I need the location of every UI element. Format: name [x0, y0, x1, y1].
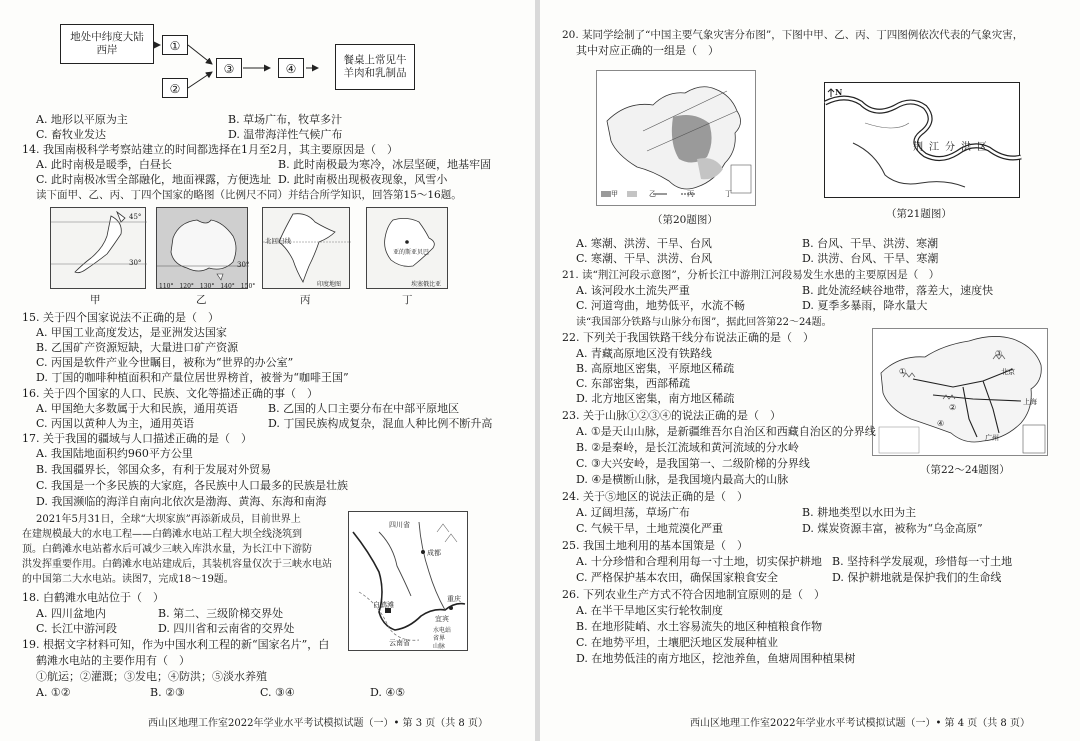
map-railways [872, 328, 1048, 456]
q23-option-b: B. ②是秦岭，是长江流域和黄河流域的分水岭 [576, 441, 799, 454]
map-baihetan-yibin: 宜宾 [435, 615, 449, 623]
flow-node-1: ① [162, 35, 188, 55]
q16-option-d: D. 丁国民族构成复杂，混血人种比例不断升高 [268, 417, 493, 430]
q24-option-a: A. 辽阔坦荡，草场广布 [576, 506, 690, 519]
q26-option-a: A. 在半干旱地区实行轮牧制度 [576, 604, 723, 617]
intro-22-24: 读“我国部分铁路与山脉分布图”，据此回答第22～24题。 [576, 317, 832, 328]
q21-option-b: B. 此处流经峡谷地带，落差大，速度快 [802, 284, 994, 297]
q22-option-b: B. 高原地区密集，平原地区稀疏 [576, 362, 735, 375]
q22-option-a: A. 青藏高原地区没有铁路线 [576, 347, 712, 360]
q14-stem: 14. 我国南极科学考察站建立的时间都选择在1月至2月，其主要原因是（ ） [22, 143, 398, 156]
q21-figure-caption: （第21题图） [886, 208, 952, 220]
q24-option-d: D. 煤炭资源丰富，被称为“乌金高原” [802, 522, 983, 535]
q17-stem: 17. 关于我国的疆域与人口描述正确的是（ ） [22, 432, 252, 445]
map-railways-beijing: 北京 [1001, 368, 1015, 376]
q19-option-b: B. ②③ [150, 686, 185, 699]
map-weather-legend: 甲 乙 丙 丁 [611, 190, 744, 198]
q24-option-c: C. 气候干旱，土地荒漠化严重 [576, 522, 724, 535]
map-ding-ethiopia [366, 207, 448, 289]
q14-option-d: D. 此时南极出现极夜现象，风雪小 [278, 173, 448, 186]
q23-option-c: C. ③大兴安岭，是我国第一、二级阶梯的分界线 [576, 457, 810, 470]
map-jia-japan [50, 207, 146, 289]
q16-option-a: A. 甲国绝大多数属于大和民族，通用英语 [36, 402, 238, 415]
map-yi-lat30: 30° [237, 261, 250, 269]
map-label-yi: 乙 [196, 294, 207, 306]
q21-option-a: A. 该河段水土流失严重 [576, 284, 690, 297]
map-baihetan-chongqing: 重庆 [447, 595, 461, 603]
q15-option-d: D. 丁国的咖啡种植面积和产量位居世界榜首，被誉为“咖啡王国” [36, 371, 349, 384]
q25-option-d: D. 保护耕地就是保护我们的生命线 [832, 571, 1002, 584]
q13-option-c: C. 畜牧业发达 [36, 128, 107, 141]
map-jia-lat45: 45° [129, 213, 142, 221]
q13-option-b: B. 草场广布，牧草多汁 [228, 113, 343, 126]
intro-18-19-line3: 顶。白鹤滩水电站蓄水后可减少三峡入库洪水量，为长江中下游防 [22, 544, 312, 555]
intro-18-19-line5: 的中国第二大水电站。读图7，完成18～19题。 [22, 574, 234, 585]
map-railways-mark-4: ④ [937, 419, 945, 428]
q18-option-c: C. 长江中游河段 [36, 622, 118, 635]
q17-option-c: C. 我国是一个多民族的大家庭，各民族中人口最多的民族是壮族 [36, 479, 349, 492]
q19-stem-line2: 鹤滩水电站的主要作用有（ ） [36, 654, 190, 667]
q18-stem: 18. 白鹤滩水电站位于（ ） [22, 591, 164, 604]
q22-24-figure-caption: （第22～24题图） [920, 464, 1010, 476]
map-yi-lon-labels: 110° 120° 130° 140° 150° [159, 283, 256, 290]
map-baihetan-legend-3: 山脉 [433, 643, 446, 650]
flow-end-box: 餐桌上常见牛羊肉和乳制品 [335, 44, 415, 90]
map-jingjiang-qu: 区 [977, 142, 987, 153]
map-railways-shanghai: 上海 [1023, 398, 1037, 406]
q16-option-c: C. 丙国以黄种人为主，通用英语 [36, 417, 195, 430]
exam-page-3 [0, 0, 535, 741]
page-4-footer: 西山区地理工作室2022年学业水平考试模拟试题（一）• 第 4 页（共 8 页） [690, 718, 1030, 729]
q20-option-a: A. 寒潮、洪涝、干旱、台风 [576, 237, 712, 250]
map-weather-disasters [596, 70, 756, 206]
map-bing-label: 北回归线 [265, 237, 291, 245]
q19-option-d: D. ④⑤ [370, 686, 406, 699]
flow-start-box: 地处中纬度大陆西岸 [60, 24, 154, 64]
q25-option-a: A. 十分珍惜和合理利用每一寸土地，切实保护耕地 [576, 555, 822, 568]
flow-node-2: ② [162, 78, 188, 98]
map-label-ding: 丁 [402, 294, 413, 306]
q20-stem-line2: 其中对应正确的一组是（ ） [576, 44, 719, 57]
q19-option-a: A. ①② [36, 686, 71, 699]
q22-stem: 22. 下列关于我国铁路干线分布说法正确的是（ ） [562, 331, 814, 344]
map-yi-australia [156, 207, 256, 290]
map-jingjiang-jing: 荆 [913, 142, 923, 153]
map-jia-lat30: 30° [129, 259, 142, 267]
flow-diagram [60, 18, 320, 108]
q13-option-d: D. 温带海洋性气候广布 [228, 128, 343, 141]
q22-option-c: C. 东部密集，西部稀疏 [576, 377, 691, 390]
q24-option-b: B. 耕地类型以水田为主 [802, 506, 917, 519]
intro-18-19-line2: 在建规模最大的水电工程——白鹤滩水电站工程大坝全线浇筑到 [22, 529, 302, 540]
map-ding-stamp: 埃塞俄比亚 [411, 281, 442, 288]
q14-option-c: C. 此时南极冰雪全部融化，地面裸露，方便选址 [36, 173, 272, 186]
q23-option-a: A. ①是天山山脉，是新疆维吾尔自治区和西藏自治区的分界线 [576, 425, 876, 438]
map-baihetan-chengdu: 成都 [427, 549, 441, 557]
map-label-jia: 甲 [90, 294, 101, 306]
q21-option-c: C. 河道弯曲，地势低平，水流不畅 [576, 299, 746, 312]
q26-stem: 26. 下列农业生产方式不符合因地制宜原则的是（ ） [562, 588, 825, 601]
q23-option-d: D. ④是横断山脉，是我国境内最高大的山脉 [576, 473, 789, 486]
q13-option-a: A. 地形以平原为主 [36, 113, 128, 126]
q23-stem: 23. 关于山脉①②③④的说法正确的是（ ） [562, 409, 781, 422]
map-railways-mark-1: ① [899, 367, 907, 376]
q24-stem: 24. 关于⑤地区的说法正确的是（ ） [562, 490, 748, 503]
map-jingjiang-n: N [835, 87, 843, 97]
map-ding-label: 亚的斯亚贝巴 [393, 249, 430, 256]
q26-option-c: C. 在地势平坦，土壤肥沃地区发展种植业 [576, 636, 779, 649]
q20-option-c: C. 寒潮、干旱、洪涝、台风 [576, 252, 713, 265]
map-jingjiang [824, 82, 1020, 198]
q16-stem: 16. 关于四个国家的人口、民族、文化等描述正确的事（ ） [22, 387, 318, 400]
q20-figure-caption: （第20题图） [652, 214, 718, 226]
map-baihetan [348, 511, 468, 651]
q25-stem: 25. 我国土地利用的基本国策是（ ） [562, 539, 748, 552]
map-baihetan-legend-2: 省界 [433, 635, 446, 642]
q21-stem: 21. 读“荆江河段示意图”，分析长江中游荆江河段易发生水患的主要原因是（ ） [562, 269, 940, 281]
q20-stem-line1: 20. 某同学绘制了“中国主要气象灾害分布图”，下图中甲、乙、丙、丁四图例依次代表的气象灾害， [562, 29, 1024, 41]
map-baihetan-baihetan: 白鹤滩 [373, 601, 394, 609]
map-bing-india [262, 207, 350, 289]
q15-stem: 15. 关于四个国家说法不正确的是（ ） [22, 311, 219, 324]
map-railways-mark-2: ② [949, 403, 957, 412]
q20-option-d: D. 洪涝、台风、干旱、寒潮 [802, 252, 939, 265]
q17-option-a: A. 我国陆地面积约960平方公里 [36, 447, 193, 460]
q18-option-b: B. 第二、三级阶梯交界处 [158, 607, 284, 620]
q22-option-d: D. 北方地区密集，南方地区稀疏 [576, 392, 735, 405]
map-railways-guangzhou: 广州 [985, 434, 999, 442]
q18-option-a: A. 四川盆地内 [36, 607, 106, 620]
q14-option-a: A. 此时南极是暖季，白昼长 [36, 158, 172, 171]
q25-option-c: C. 严格保护基本农田，确保国家粮食安全 [576, 571, 779, 584]
q26-option-d: D. 在地势低洼的南方地区，挖池养鱼，鱼塘周围种植果树 [576, 652, 856, 665]
q15-option-b: B. 乙国矿产资源短缺，大量进口矿产资源 [36, 341, 239, 354]
q17-option-d: D. 我国濒临的海洋自南向北依次是渤海、黄海、东海和南海 [36, 495, 327, 508]
intro-18-19-line4: 洪发挥重要作用。白鹤滩水电站建成后，其装机容量仅次于三峡水电站 [22, 559, 332, 570]
q19-items: ①航运；②灌溉；③发电；④防洪；⑤淡水养殖 [36, 670, 267, 683]
q20-option-b: B. 台风、干旱、洪涝、寒潮 [802, 237, 939, 250]
q17-option-b: B. 我国疆界长，邻国众多，有利于发展对外贸易 [36, 463, 272, 476]
map-jingjiang-fen: 分 [945, 142, 955, 153]
map-bing-stamp: 印度地图 [317, 281, 342, 288]
page-3-footer: 西山区地理工作室2022年学业水平考试模拟试题（一）• 第 3 页（共 8 页） [148, 718, 488, 729]
exam-page-4 [540, 0, 1080, 741]
q19-option-c: C. ③④ [260, 686, 295, 699]
q19-stem-line1: 19. 根据文字材料可知，作为中国水利工程的新“国家名片”，白 [22, 638, 330, 651]
q15-option-a: A. 甲国工业高度发达，是亚洲发达国家 [36, 326, 227, 339]
q18-option-d: D. 四川省和云南省的交界处 [158, 622, 295, 635]
map-baihetan-legend-1: 水电站 [433, 627, 452, 634]
flow-node-4: ④ [278, 58, 304, 78]
map-railways-mark-3: ③ [995, 349, 1003, 358]
flow-node-3: ③ [216, 58, 242, 78]
q26-option-b: B. 在地形陡峭、水土容易流失的地区种植粮食作物 [576, 620, 823, 633]
intro-15-16: 读下面甲、乙、丙、丁四个国家的略图（比例尺不同）并结合所学知识，回答第15～16题。 [36, 189, 462, 201]
q16-option-b: B. 乙国的人口主要分布在中部平原地区 [268, 402, 460, 415]
intro-18-19-line1: 2021年5月31日，全球“大坝家族”再添新成员，目前世界上 [36, 514, 301, 525]
map-baihetan-sichuan: 四川省 [389, 521, 410, 529]
map-jingjiang-jiang: 江 [929, 142, 939, 153]
map-label-bing: 丙 [300, 294, 311, 306]
q14-option-b: B. 此时南极最为寒冷，冰层坚硬，地基牢固 [278, 158, 492, 171]
map-baihetan-yunnan: 云南省 [389, 639, 410, 647]
q25-option-b: B. 坚持科学发展观，珍惜每一寸土地 [832, 555, 1013, 568]
q21-option-d: D. 夏季多暴雨，降水量大 [802, 299, 928, 312]
map-jingjiang-hong: 洪 [961, 142, 971, 153]
q15-option-c: C. 丙国是软件产业今世瞩目，被称为“世界的办公室” [36, 356, 294, 369]
